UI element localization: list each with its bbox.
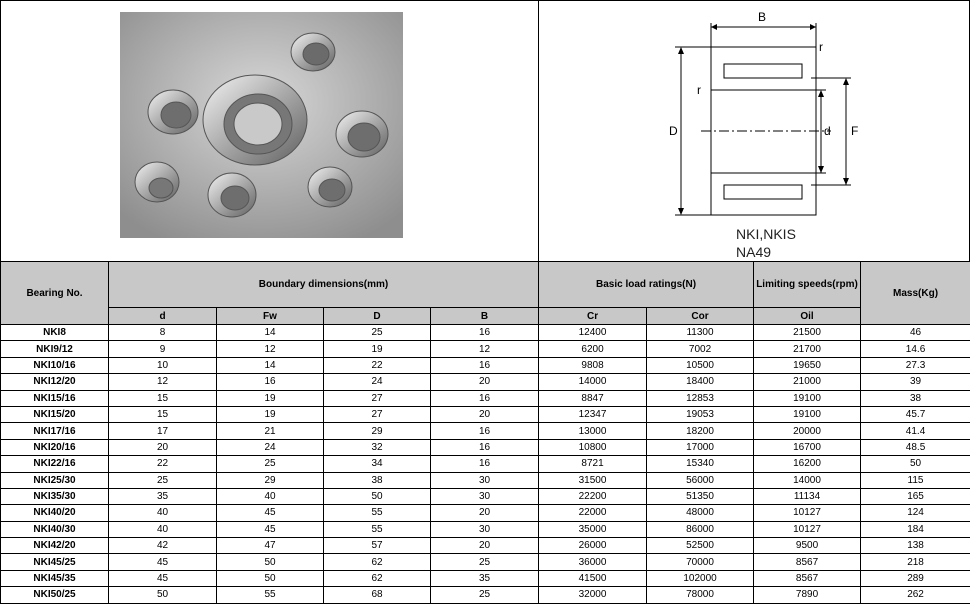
cell-oil: 19650: [754, 357, 861, 373]
col-cr: Cr: [539, 308, 647, 325]
cell-fw: 19: [217, 406, 324, 422]
cell-D: 55: [324, 505, 431, 521]
cell-D: 62: [324, 554, 431, 570]
table-row: [1, 406, 970, 422]
cell-oil: 20000: [754, 423, 861, 439]
table-row: [1, 341, 970, 357]
cell-oil: 7890: [754, 587, 861, 603]
cell-cr: 32000: [539, 587, 647, 603]
cell-mass: 27.3: [861, 357, 970, 373]
table-row: [1, 456, 970, 472]
cell-B: 12: [431, 341, 539, 357]
cell-mass: 50: [861, 456, 970, 472]
cell-oil: 21000: [754, 374, 861, 390]
cell-B: 25: [431, 554, 539, 570]
cell-d: 25: [109, 472, 217, 488]
cell-cor: 11300: [647, 325, 754, 341]
cell-B: 16: [431, 423, 539, 439]
cell-cor: 102000: [647, 570, 754, 586]
col-cor: Cor: [647, 308, 754, 325]
cell-cor: 51350: [647, 488, 754, 504]
cell-fw: 14: [217, 325, 324, 341]
header-panel: [0, 0, 970, 262]
cell-cor: 17000: [647, 439, 754, 455]
cell-mass: 46: [861, 325, 970, 341]
cell-cr: 36000: [539, 554, 647, 570]
col-mass: Mass(Kg): [861, 262, 970, 325]
cell-mass: 48.5: [861, 439, 970, 455]
cell-oil: 16700: [754, 439, 861, 455]
cell-mass: 218: [861, 554, 970, 570]
cell-oil: 10127: [754, 521, 861, 537]
cell-D: 34: [324, 456, 431, 472]
cell-mass: 184: [861, 521, 970, 537]
cell-D: 55: [324, 521, 431, 537]
cell-D: 50: [324, 488, 431, 504]
cell-mass: 124: [861, 505, 970, 521]
col-d: d: [109, 308, 217, 325]
cell-cor: 48000: [647, 505, 754, 521]
col-B: B: [431, 308, 539, 325]
cell-cor: 18400: [647, 374, 754, 390]
cell-oil: 8567: [754, 554, 861, 570]
cell-cor: 78000: [647, 587, 754, 603]
cell-cr: 10800: [539, 439, 647, 455]
cell-fw: 40: [217, 488, 324, 504]
cell-oil: 21700: [754, 341, 861, 357]
cell-cr: 12347: [539, 406, 647, 422]
cell-no: NKI22/16: [1, 456, 109, 472]
cell-no: NKI42/20: [1, 538, 109, 554]
cell-no: NKI9/12: [1, 341, 109, 357]
cell-fw: 19: [217, 390, 324, 406]
cell-no: NKI45/35: [1, 570, 109, 586]
cell-d: 8: [109, 325, 217, 341]
cell-mass: 289: [861, 570, 970, 586]
cell-no: NKI25/30: [1, 472, 109, 488]
col-fw: Fw: [217, 308, 324, 325]
cell-d: 50: [109, 587, 217, 603]
cell-cr: 31500: [539, 472, 647, 488]
cell-B: 30: [431, 472, 539, 488]
cell-cr: 26000: [539, 538, 647, 554]
cell-d: 15: [109, 406, 217, 422]
cell-fw: 25: [217, 456, 324, 472]
cell-cor: 15340: [647, 456, 754, 472]
cell-oil: 8567: [754, 570, 861, 586]
cell-no: NKI15/20: [1, 406, 109, 422]
cell-no: NKI20/16: [1, 439, 109, 455]
cell-mass: 165: [861, 488, 970, 504]
cell-d: 15: [109, 390, 217, 406]
cell-oil: 11134: [754, 488, 861, 504]
table-row: [1, 505, 970, 521]
table-row: [1, 570, 970, 586]
col-oil: Oil: [754, 308, 861, 325]
cell-cor: 86000: [647, 521, 754, 537]
cell-fw: 29: [217, 472, 324, 488]
cell-B: 20: [431, 538, 539, 554]
cell-d: 20: [109, 439, 217, 455]
col-group-load: Basic load ratings(N): [539, 262, 754, 308]
table-row: [1, 587, 970, 603]
bearing-product-photo: [120, 12, 403, 238]
cell-mass: 262: [861, 587, 970, 603]
cell-oil: 19100: [754, 406, 861, 422]
cell-oil: 10127: [754, 505, 861, 521]
cell-no: NKI40/20: [1, 505, 109, 521]
cell-D: 27: [324, 406, 431, 422]
table-row: [1, 472, 970, 488]
cell-D: 22: [324, 357, 431, 373]
cell-cr: 9808: [539, 357, 647, 373]
cell-fw: 50: [217, 554, 324, 570]
series-line-2: NA49: [736, 243, 796, 261]
cell-no: NKI17/16: [1, 423, 109, 439]
cell-cor: 19053: [647, 406, 754, 422]
cell-cor: 18200: [647, 423, 754, 439]
cell-d: 42: [109, 538, 217, 554]
cell-oil: 14000: [754, 472, 861, 488]
cell-mass: 41.4: [861, 423, 970, 439]
cell-B: 20: [431, 406, 539, 422]
cell-cr: 12400: [539, 325, 647, 341]
cell-mass: 39: [861, 374, 970, 390]
table-row: [1, 390, 970, 406]
cell-B: 30: [431, 488, 539, 504]
cell-mass: 138: [861, 538, 970, 554]
cell-D: 57: [324, 538, 431, 554]
cell-d: 40: [109, 521, 217, 537]
bearing-cross-section-diagram: [661, 9, 861, 219]
cell-cr: 8721: [539, 456, 647, 472]
cell-B: 16: [431, 390, 539, 406]
cell-B: 25: [431, 587, 539, 603]
cell-cr: 13000: [539, 423, 647, 439]
cell-fw: 14: [217, 357, 324, 373]
cell-cor: 56000: [647, 472, 754, 488]
table-row: [1, 439, 970, 455]
table-row: [1, 488, 970, 504]
cell-no: NKI10/16: [1, 357, 109, 373]
cell-B: 20: [431, 374, 539, 390]
col-D: D: [324, 308, 431, 325]
cell-cr: 22000: [539, 505, 647, 521]
cell-mass: 115: [861, 472, 970, 488]
cell-cr: 41500: [539, 570, 647, 586]
cell-d: 45: [109, 570, 217, 586]
label-r-left: r: [697, 83, 701, 97]
label-D: D: [669, 124, 678, 138]
cell-fw: 45: [217, 505, 324, 521]
cell-B: 30: [431, 521, 539, 537]
cell-mass: 45.7: [861, 406, 970, 422]
label-r-top: r: [819, 40, 823, 54]
table-row: [1, 554, 970, 570]
cell-D: 27: [324, 390, 431, 406]
cell-D: 24: [324, 374, 431, 390]
cell-cr: 6200: [539, 341, 647, 357]
cell-cor: 12853: [647, 390, 754, 406]
cell-no: NKI50/25: [1, 587, 109, 603]
table-row: [1, 325, 970, 341]
cell-mass: 14.6: [861, 341, 970, 357]
cell-cor: 10500: [647, 357, 754, 373]
cell-D: 62: [324, 570, 431, 586]
table-row: [1, 374, 970, 390]
cell-D: 25: [324, 325, 431, 341]
table-row: [1, 538, 970, 554]
cell-no: NKI12/20: [1, 374, 109, 390]
col-group-boundary: Boundary dimensions(mm): [109, 262, 539, 308]
col-group-speed: Limiting speeds(rpm): [754, 262, 861, 308]
label-F: F: [851, 124, 858, 138]
cell-B: 16: [431, 456, 539, 472]
cell-d: 12: [109, 374, 217, 390]
cell-d: 35: [109, 488, 217, 504]
cell-B: 20: [431, 505, 539, 521]
cell-fw: 21: [217, 423, 324, 439]
cell-cr: 22200: [539, 488, 647, 504]
cell-oil: 19100: [754, 390, 861, 406]
cell-fw: 16: [217, 374, 324, 390]
cell-no: NKI15/16: [1, 390, 109, 406]
cell-cor: 7002: [647, 341, 754, 357]
cell-d: 10: [109, 357, 217, 373]
cell-oil: 16200: [754, 456, 861, 472]
cell-fw: 12: [217, 341, 324, 357]
table-row: [1, 423, 970, 439]
cell-d: 40: [109, 505, 217, 521]
col-bearing-no: Bearing No.: [1, 262, 109, 325]
series-line-1: NKI,NKIS: [736, 225, 796, 243]
label-d: d: [824, 124, 831, 138]
cell-cr: 14000: [539, 374, 647, 390]
cell-B: 16: [431, 357, 539, 373]
cell-oil: 9500: [754, 538, 861, 554]
cell-fw: 50: [217, 570, 324, 586]
cell-d: 9: [109, 341, 217, 357]
cell-no: NKI8: [1, 325, 109, 341]
bearing-spec-table: [0, 261, 970, 604]
cell-cr: 8847: [539, 390, 647, 406]
label-B: B: [758, 10, 766, 24]
series-caption: [736, 225, 796, 261]
cell-fw: 55: [217, 587, 324, 603]
cell-mass: 38: [861, 390, 970, 406]
cell-D: 38: [324, 472, 431, 488]
cell-fw: 47: [217, 538, 324, 554]
cell-fw: 24: [217, 439, 324, 455]
cell-no: NKI35/30: [1, 488, 109, 504]
cell-D: 29: [324, 423, 431, 439]
cell-B: 16: [431, 439, 539, 455]
cell-fw: 45: [217, 521, 324, 537]
cell-oil: 21500: [754, 325, 861, 341]
cell-D: 68: [324, 587, 431, 603]
cell-d: 17: [109, 423, 217, 439]
cell-no: NKI45/25: [1, 554, 109, 570]
cell-D: 19: [324, 341, 431, 357]
panel-divider: [538, 1, 539, 262]
table-row: [1, 357, 970, 373]
cell-d: 45: [109, 554, 217, 570]
cell-cr: 35000: [539, 521, 647, 537]
cell-B: 16: [431, 325, 539, 341]
cell-no: NKI40/30: [1, 521, 109, 537]
table-row: [1, 521, 970, 537]
cell-cor: 52500: [647, 538, 754, 554]
cell-B: 35: [431, 570, 539, 586]
cell-d: 22: [109, 456, 217, 472]
cell-cor: 70000: [647, 554, 754, 570]
cell-D: 32: [324, 439, 431, 455]
